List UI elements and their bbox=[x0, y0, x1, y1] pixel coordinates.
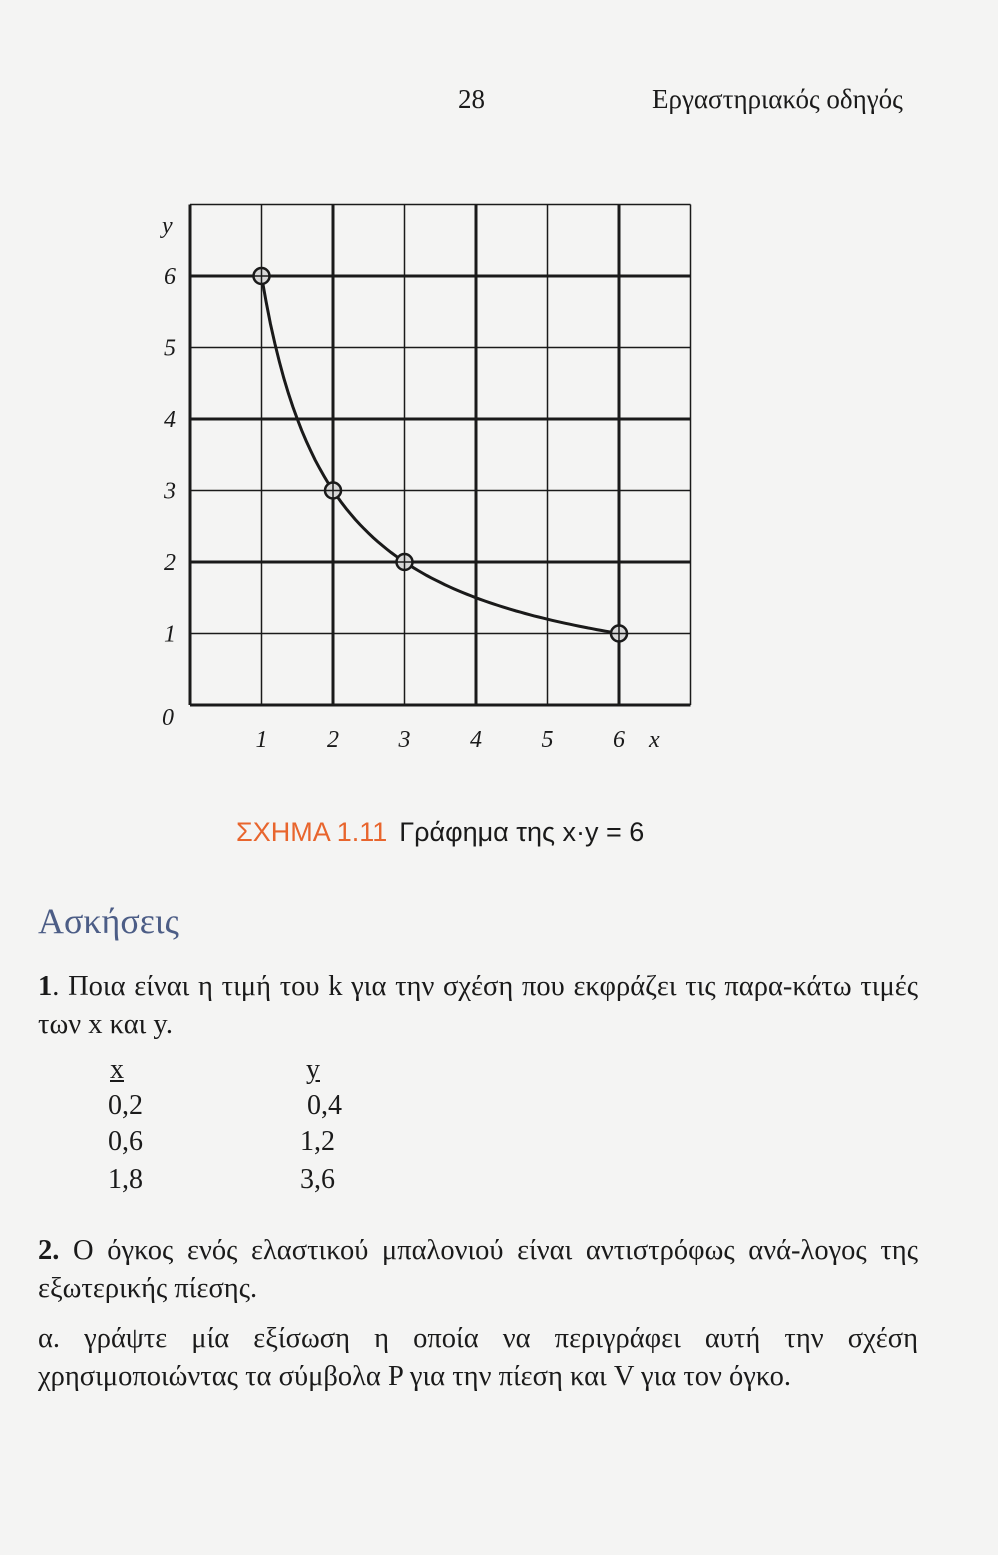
figure-label: ΣΧΗΜΑ 1.11 bbox=[236, 817, 388, 847]
y-tick-label: 5 bbox=[164, 335, 176, 362]
exercise-2-text: Ο όγκος ενός ελαστικού μπαλονιού είναι αντιστρόφως ανά-λογος της εξωτερικής πίεσης. bbox=[38, 1235, 918, 1304]
exercise-number: 1 bbox=[38, 971, 53, 1002]
exercise-2a: α. γράψτε μία εξίσωση η οποία να περιγράφει αυτή την σχέση χρησιμοποιώντας τα σύμβολα P για την πίεση και V για τον όγκο. bbox=[38, 1323, 918, 1392]
data-point bbox=[611, 626, 627, 642]
x-tick-label: 4 bbox=[470, 727, 482, 753]
y-axis-label: y bbox=[162, 213, 173, 239]
origin-label: 0 bbox=[162, 705, 174, 731]
y-tick-label: 1 bbox=[164, 621, 176, 648]
series-line-xy6 bbox=[262, 276, 620, 634]
y-tick-label: 6 bbox=[164, 264, 176, 290]
hyperbola-chart bbox=[140, 185, 710, 775]
table-cell: 0,6 bbox=[108, 1126, 143, 1157]
x-tick-label: 6 bbox=[613, 727, 625, 753]
table-cell: 1,2 bbox=[300, 1126, 335, 1157]
figure-caption bbox=[236, 817, 644, 848]
table-cell: 0,2 bbox=[108, 1090, 143, 1121]
exercise-2 bbox=[38, 1232, 918, 1308]
table-header-x: x bbox=[110, 1054, 124, 1085]
y-tick-label: 3 bbox=[164, 478, 176, 505]
y-tick-label: 4 bbox=[164, 407, 176, 433]
data-points bbox=[254, 268, 628, 642]
data-point bbox=[397, 554, 413, 570]
x-tick-label: 5 bbox=[541, 727, 554, 753]
exercise-1 bbox=[38, 968, 918, 1044]
data-point bbox=[325, 483, 341, 499]
exercise-1-text: . Ποια είναι η τιμή του k για την σχέση που εκφράζει τις παρα-κάτω τιμές των x και y. bbox=[38, 971, 918, 1040]
table-cell: 1,8 bbox=[108, 1164, 143, 1195]
x-tick-label: 2 bbox=[327, 727, 339, 753]
x-tick-label: 1 bbox=[255, 727, 268, 753]
figure-caption-text: Γράφημα της x·y = 6 bbox=[399, 817, 645, 847]
table-cell: 3,6 bbox=[300, 1164, 335, 1195]
x-tick-label: 3 bbox=[398, 727, 411, 753]
data-point bbox=[254, 268, 270, 284]
section-heading: Ασκήσεις bbox=[38, 901, 179, 941]
exercise-number: 2. bbox=[38, 1235, 60, 1266]
page-number: 28 bbox=[458, 84, 485, 114]
table-header-y: y bbox=[306, 1054, 320, 1085]
running-title: Εργαστηριακός οδηγός bbox=[652, 84, 903, 114]
y-tick-label: 2 bbox=[164, 550, 176, 576]
tick-labels bbox=[160, 213, 660, 753]
table-cell: 0,4 bbox=[307, 1090, 342, 1121]
x-axis-label: x bbox=[649, 727, 660, 753]
